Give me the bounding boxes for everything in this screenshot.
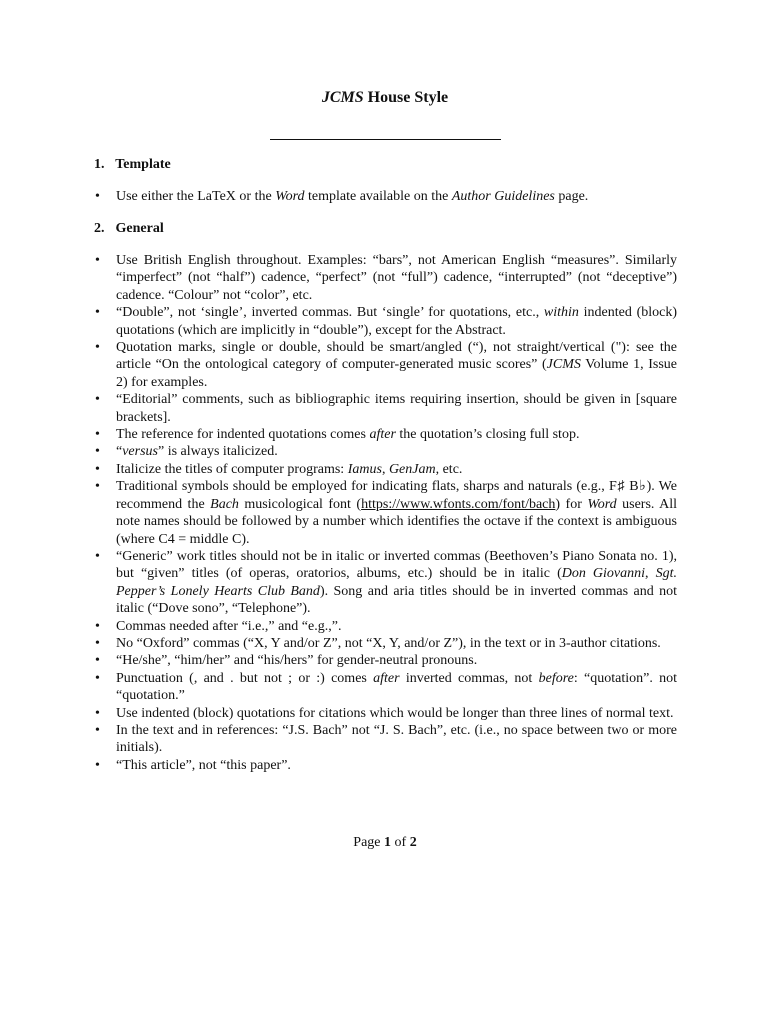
bullet-icon: • <box>95 392 100 408</box>
template-list <box>0 188 770 205</box>
bullet-icon: • <box>95 653 100 669</box>
bullet-icon: • <box>95 635 100 651</box>
list-item: • Punctuation (, and . but not ; or :) comes after inverted commas, not before: “quotation”. not “quotation.” <box>95 670 677 704</box>
list-item: • Italicize the titles of computer programs: Iamus, GenJam, etc. <box>95 461 463 477</box>
list-item: • “versus” is always italicized. <box>95 444 278 460</box>
bullet-icon: • <box>95 618 100 634</box>
current-page-number: 1 <box>384 835 392 850</box>
bullet-icon: • <box>95 548 100 564</box>
bullet-icon: • <box>95 427 100 443</box>
bullet-icon: • <box>95 444 100 460</box>
list-item: • In the text and in references: “J.S. Bach” not “J. S. Bach”, etc. (i.e., no space between two or more initials). <box>95 722 677 756</box>
list-item: • Use either the LaTeX or the Word template available on the Author Guidelines page. <box>95 189 589 204</box>
list-item: • “Double”, not ‘single’, inverted commas. But ‘single’ for quotations, etc., within indented (block) quotations (which are implicitly in “double”), except for the Abstract. <box>95 305 678 338</box>
list-item: • “This article”, not “this paper”. <box>95 757 291 773</box>
list-item: • No “Oxford” commas (“X, Y and/or Z”, not “X, Y, and/or Z”), in the text or in 3-author citations. <box>95 635 661 651</box>
section-heading-template: 1. Template <box>94 157 171 172</box>
list-item: • “He/she”, “him/her” and “his/hers” for gender-neutral pronouns. <box>95 653 478 669</box>
list-item: • Traditional symbols should be employed for indicating flats, sharps and naturals (e.g., F♯ B♭). We recommend the Bach musicological font (https://www.wfonts.com/font/bach) for Word users. All note names should be followed by a number which identifies the octave if the context is ambiguous (where C4 = middle C). <box>95 479 677 547</box>
title-journal: JCMS <box>321 89 364 106</box>
bullet-icon: • <box>95 305 100 321</box>
list-item: • “Generic” work titles should not be in italic or inverted commas (Beethoven’s Piano Sonata no. 1), but “given” titles (of operas, oratorios, albums, etc.) should be in italic (Don Giovanni, Sgt. Pepper’s Lonely Hearts Club Band). Song and aria titles should be in inverted commas and not italic (“Dove sono”, “Telephone”). <box>95 548 678 617</box>
bach-font-link[interactable]: https://www.wfonts.com/font/bach <box>361 496 556 512</box>
general-list <box>0 252 770 774</box>
bullet-icon: • <box>95 670 100 686</box>
bullet-icon: • <box>95 253 100 268</box>
bullet-icon: • <box>95 757 100 773</box>
list-item: • Use British English throughout. Examples: “bars”, not American English “measures”. Similarly “imperfect” (not “half”) cadence, “perfect” (not “full”) cadence, “interrupted” (not “deceptive”) cadence. “Colour” not “color”, etc. <box>95 253 677 303</box>
list-item: • Use indented (block) quotations for citations which would be longer than three lines of normal text. <box>95 705 674 721</box>
total-page-number: 2 <box>409 835 417 850</box>
bullet-icon: • <box>95 722 100 738</box>
list-item: • The reference for indented quotations comes after the quotation’s closing full stop. <box>95 427 580 443</box>
page-title <box>0 88 770 108</box>
list-item: • Commas needed after “i.e.,” and “e.g.,”. <box>95 618 342 634</box>
title-rest: House Style <box>363 89 449 106</box>
list-item: • “Editorial” comments, such as bibliographic items requiring insertion, should be given in [square brackets]. <box>95 392 677 425</box>
bullet-icon: • <box>95 479 100 495</box>
bullet-icon: • <box>95 705 100 721</box>
bullet-icon: • <box>95 340 100 356</box>
list-item: • Quotation marks, single or double, should be smart/angled (“), not straight/vertical ("): see the article “On the ontological category of computer-generated music scores” (JCMS Volume 1, Issue 2) for examples. <box>95 340 677 390</box>
page-footer: Page 1 of 2 <box>353 835 417 850</box>
bullet-icon: • <box>95 189 100 204</box>
section-heading-general: 2. General <box>94 221 164 236</box>
title-divider <box>270 139 501 140</box>
bullet-icon: • <box>95 461 100 477</box>
